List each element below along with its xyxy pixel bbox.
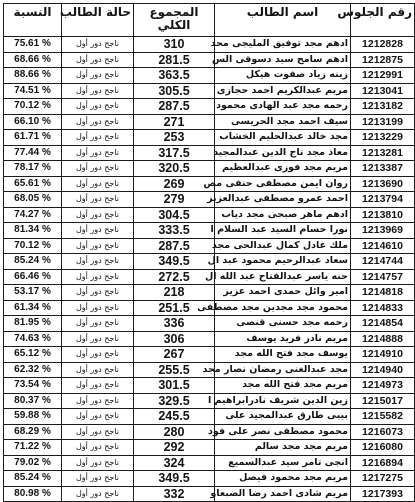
student-name-cell: مريم شادى احمد رضا الضبعاو [215, 486, 351, 502]
status-cell: ناجح دور أول [62, 347, 134, 363]
total-score-cell: 272.5 [134, 269, 215, 285]
status-cell: ناجح دور أول [62, 176, 134, 192]
seat-number-cell: 1215582 [351, 409, 415, 425]
seat-number-cell: 1213810 [351, 207, 415, 223]
table-row [4, 331, 415, 347]
header-seat-number: رقم الجلوس [351, 4, 415, 37]
status-cell: ناجح دور أول [62, 393, 134, 409]
percentage-cell: 70.12 % [4, 99, 62, 115]
table-row [4, 52, 415, 68]
total-score-cell: 305.5 [134, 83, 215, 99]
status-cell: ناجح دور أول [62, 269, 134, 285]
percentage-cell: 53.17 % [4, 285, 62, 301]
status-cell: ناجح دور أول [62, 114, 134, 130]
status-cell: ناجح دور أول [62, 285, 134, 301]
status-cell: ناجح دور أول [62, 145, 134, 161]
student-name-cell: ادهم مجد توفيق المليجى محد [215, 37, 351, 53]
percentage-cell: 75.61 % [4, 37, 62, 53]
seat-number-cell: 1214973 [351, 378, 415, 394]
total-score-cell: 287.5 [134, 99, 215, 115]
seat-number-cell: 1214888 [351, 331, 415, 347]
percentage-cell: 59.88 % [4, 409, 62, 425]
status-cell: ناجح دور أول [62, 238, 134, 254]
student-name-cell: احمد عمرو مصطفى عبدالعزيز [215, 192, 351, 208]
percentage-cell: 68.66 % [4, 52, 62, 68]
percentage-cell: 80.98 % [4, 486, 62, 502]
seat-number-cell: 1213969 [351, 223, 415, 239]
header-student-status: حالة الطالب [62, 4, 134, 37]
table-row [4, 269, 415, 285]
seat-number-cell: 1213281 [351, 145, 415, 161]
header-student-name: اسم الطالب [215, 4, 351, 37]
student-name-cell: مجد عبدالغنى رمضان نصار مجد [215, 362, 351, 378]
total-score-cell: 281.5 [134, 52, 215, 68]
status-cell: ناجح دور أول [62, 207, 134, 223]
seat-number-cell: 1214757 [351, 269, 415, 285]
header-percentage: النسبة [4, 4, 62, 37]
total-score-cell: 329.5 [134, 393, 215, 409]
status-cell: ناجح دور أول [62, 130, 134, 146]
total-score-cell: 267 [134, 347, 215, 363]
seat-number-cell: 1214854 [351, 316, 415, 332]
seat-number-cell: 1217275 [351, 471, 415, 487]
status-cell: ناجح دور أول [62, 300, 134, 316]
student-name-cell: مريم مجد مجد سالم [215, 440, 351, 456]
table-row [4, 347, 415, 363]
student-name-cell: ملك عادل كمال عبدالحى مجد [215, 238, 351, 254]
status-cell: ناجح دور أول [62, 331, 134, 347]
status-cell: ناجح دور أول [62, 316, 134, 332]
student-name-cell: مريم نادر فريد يوسف [215, 331, 351, 347]
status-cell: ناجح دور أول [62, 223, 134, 239]
table-row [4, 68, 415, 84]
table-row [4, 176, 415, 192]
total-score-cell: 301.5 [134, 378, 215, 394]
student-name-cell: محمود مصطفى نصر على فود [215, 424, 351, 440]
seat-number-cell: 1212875 [351, 52, 415, 68]
table-row [4, 161, 415, 177]
student-name-cell: رحمه مجد حسنى قنصى [215, 316, 351, 332]
seat-number-cell: 1216073 [351, 424, 415, 440]
percentage-cell: 68.05 % [4, 192, 62, 208]
table-row [4, 192, 415, 208]
seat-number-cell: 1213182 [351, 99, 415, 115]
total-score-cell: 292 [134, 440, 215, 456]
total-score-cell: 253 [134, 130, 215, 146]
header-total-line1: المجموع [149, 5, 199, 19]
percentage-cell: 77.44 % [4, 145, 62, 161]
percentage-cell: 65.61 % [4, 176, 62, 192]
total-score-cell: 349.5 [134, 471, 215, 487]
table-row [4, 223, 415, 239]
percentage-cell: 85.24 % [4, 254, 62, 270]
total-score-cell: 251.5 [134, 300, 215, 316]
table-row [4, 440, 415, 456]
total-score-cell: 324 [134, 455, 215, 471]
total-score-cell: 245.5 [134, 409, 215, 425]
percentage-cell: 81.95 % [4, 316, 62, 332]
percentage-cell: 73.54 % [4, 378, 62, 394]
student-name-cell: زينه زياد صفوت هيكل [215, 68, 351, 84]
status-cell: ناجح دور أول [62, 486, 134, 502]
total-score-cell: 218 [134, 285, 215, 301]
student-name-cell: يوسف مجد فتح الله مجد [215, 347, 351, 363]
percentage-cell: 62.32 % [4, 362, 62, 378]
seat-number-cell: 1214818 [351, 285, 415, 301]
seat-number-cell: 1217393 [351, 486, 415, 502]
table-row [4, 37, 415, 53]
total-score-cell: 336 [134, 316, 215, 332]
percentage-cell: 81.34 % [4, 223, 62, 239]
student-name-cell: مريم مجد محمود فيصل [215, 471, 351, 487]
student-name-cell: امير وائل حمدى احمد عزيز [215, 285, 351, 301]
seat-number-cell: 1213690 [351, 176, 415, 192]
student-name-cell: مريم مجد فتح الله مجد [215, 378, 351, 394]
percentage-cell: 78.17 % [4, 161, 62, 177]
total-score-cell: 310 [134, 37, 215, 53]
table-row [4, 130, 415, 146]
student-name-cell: محمود مجد مجدين مجد مصطفى [215, 300, 351, 316]
student-name-cell: ادهم سامح سيد دسوقى الس [215, 52, 351, 68]
seat-number-cell: 1213794 [351, 192, 415, 208]
table-row [4, 316, 415, 332]
status-cell: ناجح دور أول [62, 192, 134, 208]
student-name-cell: مريم عبدالكريم احمد حجازى [215, 83, 351, 99]
status-cell: ناجح دور أول [62, 378, 134, 394]
student-name-cell: سعاد عبدالرحيم محمود عبد ال [215, 254, 351, 270]
total-score-cell: 363.5 [134, 68, 215, 84]
status-cell: ناجح دور أول [62, 254, 134, 270]
table-body [4, 37, 415, 502]
table-row [4, 409, 415, 425]
table-row [4, 393, 415, 409]
total-score-cell: 279 [134, 192, 215, 208]
percentage-cell: 68.29 % [4, 424, 62, 440]
seat-number-cell: 1214610 [351, 238, 415, 254]
status-cell: ناجح دور أول [62, 68, 134, 84]
header-row [4, 4, 415, 37]
student-name-cell: حنه ياسر عبدالفتاح عبد الله ال [215, 269, 351, 285]
total-score-cell: 320.5 [134, 161, 215, 177]
total-score-cell: 287.5 [134, 238, 215, 254]
percentage-cell: 85.24 % [4, 471, 62, 487]
table-header [4, 4, 415, 37]
total-score-cell: 269 [134, 176, 215, 192]
percentage-cell: 74.27 % [4, 207, 62, 223]
status-cell: ناجح دور أول [62, 161, 134, 177]
student-name-cell: ادهم ماهر صبحى مجد دياب [215, 207, 351, 223]
table-row [4, 145, 415, 161]
student-name-cell: رحمه مجد عبد الهادى محمود [215, 99, 351, 115]
status-cell: ناجح دور أول [62, 409, 134, 425]
percentage-cell: 79.02 % [4, 455, 62, 471]
status-cell: ناجح دور أول [62, 52, 134, 68]
seat-number-cell: 1216894 [351, 455, 415, 471]
total-score-cell: 271 [134, 114, 215, 130]
seat-number-cell: 1212828 [351, 37, 415, 53]
total-score-cell: 317.5 [134, 145, 215, 161]
percentage-cell: 74.63 % [4, 331, 62, 347]
status-cell: ناجح دور أول [62, 99, 134, 115]
status-cell: ناجح دور أول [62, 440, 134, 456]
total-score-cell: 306 [134, 331, 215, 347]
table-row [4, 114, 415, 130]
seat-number-cell: 1213199 [351, 114, 415, 130]
percentage-cell: 61.71 % [4, 130, 62, 146]
percentage-cell: 66.46 % [4, 269, 62, 285]
status-cell: ناجح دور أول [62, 471, 134, 487]
total-score-cell: 255.5 [134, 362, 215, 378]
table-row [4, 300, 415, 316]
percentage-cell: 65.12 % [4, 347, 62, 363]
seat-number-cell: 1213229 [351, 130, 415, 146]
percentage-cell: 61.34 % [4, 300, 62, 316]
percentage-cell: 88.66 % [4, 68, 62, 84]
status-cell: ناجح دور أول [62, 424, 134, 440]
percentage-cell: 80.37 % [4, 393, 62, 409]
header-total [134, 4, 215, 37]
seat-number-cell: 1213387 [351, 161, 415, 177]
results-table [3, 3, 415, 502]
seat-number-cell: 1212991 [351, 68, 415, 84]
total-score-cell: 333.5 [134, 223, 215, 239]
student-name-cell: نورا حسام السيد عبد السلام ا [215, 223, 351, 239]
status-cell: ناجح دور أول [62, 455, 134, 471]
status-cell: ناجح دور أول [62, 37, 134, 53]
table-row [4, 362, 415, 378]
table-row [4, 99, 415, 115]
table-row [4, 238, 415, 254]
table-row [4, 455, 415, 471]
header-total-line2: الكلي [157, 18, 191, 32]
percentage-cell: 71.22 % [4, 440, 62, 456]
student-name-cell: مريم مجد فوزى عبدالعظيم [215, 161, 351, 177]
table-row [4, 471, 415, 487]
seat-number-cell: 1215017 [351, 393, 415, 409]
student-name-cell: مجد خالد عبدالحليم الخشاب [215, 130, 351, 146]
seat-number-cell: 1214940 [351, 362, 415, 378]
seat-number-cell: 1213041 [351, 83, 415, 99]
student-name-cell: زين الدين شريف نادرابراهيم ا [215, 393, 351, 409]
student-name-cell: معاذ مجد تاج الدين عبدالمجيد [215, 145, 351, 161]
total-score-cell: 304.5 [134, 207, 215, 223]
percentage-cell: 66.10 % [4, 114, 62, 130]
seat-number-cell: 1216080 [351, 440, 415, 456]
percentage-cell: 70.12 % [4, 238, 62, 254]
total-score-cell: 280 [134, 424, 215, 440]
status-cell: ناجح دور أول [62, 83, 134, 99]
percentage-cell: 74.51 % [4, 83, 62, 99]
student-name-cell: انجى تامر سيد عبدالسميع [215, 455, 351, 471]
student-name-cell: سيف احمد مجد الحريسى [215, 114, 351, 130]
table-row [4, 424, 415, 440]
table-row [4, 486, 415, 502]
total-score-cell: 349.5 [134, 254, 215, 270]
seat-number-cell: 1214833 [351, 300, 415, 316]
table-row [4, 285, 415, 301]
table-row [4, 83, 415, 99]
seat-number-cell: 1214744 [351, 254, 415, 270]
table-row [4, 207, 415, 223]
seat-number-cell: 1214910 [351, 347, 415, 363]
status-cell: ناجح دور أول [62, 362, 134, 378]
table-row [4, 254, 415, 270]
student-name-cell: روان ايمن مصطفى حنفى مص [215, 176, 351, 192]
table-row [4, 378, 415, 394]
total-score-cell: 332 [134, 486, 215, 502]
student-name-cell: بيبى طارق عبدالمجيد على [215, 409, 351, 425]
